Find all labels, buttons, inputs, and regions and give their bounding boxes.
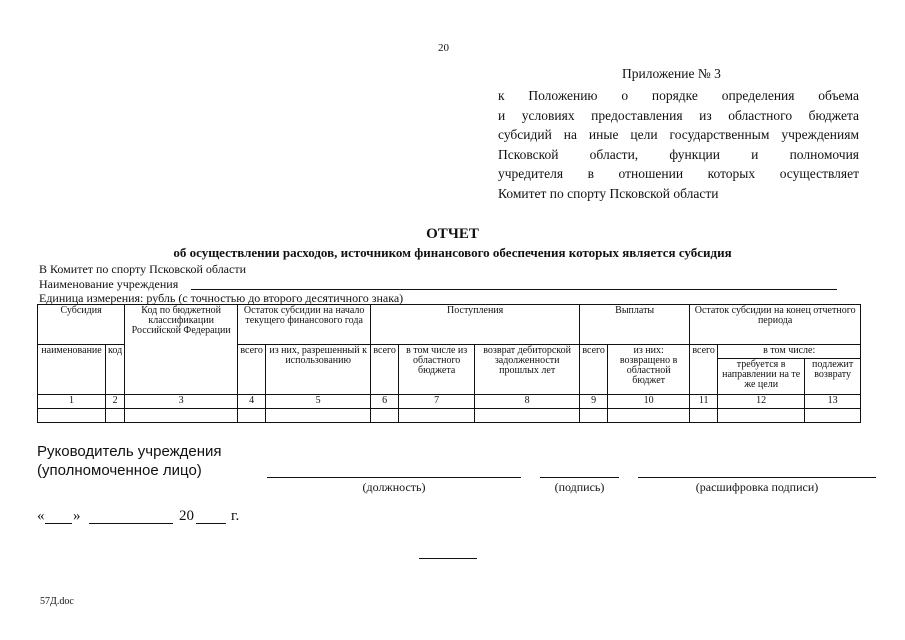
position-field[interactable] <box>267 477 521 478</box>
table-cell[interactable] <box>475 409 580 423</box>
column-number: 10 <box>608 395 690 409</box>
header-code: код <box>106 345 125 395</box>
column-number: 12 <box>718 395 805 409</box>
signature-decode-field[interactable] <box>638 477 876 478</box>
header-income-regional: в том числе из областного бюджета <box>399 345 475 395</box>
appendix-line: Комитет по спорту Псковской области <box>498 185 719 201</box>
table-cell[interactable] <box>399 409 475 423</box>
column-number: 6 <box>371 395 399 409</box>
header-income-debt-return: возврат дебиторской задолженности прошлых лет <box>475 345 580 395</box>
header-end-same-purpose: требуется в направлении на те же цели <box>718 359 805 395</box>
report-title: ОТЧЕТ <box>426 226 479 242</box>
date-close-quote: » <box>73 508 81 524</box>
signatory-block <box>37 442 222 480</box>
table-cell[interactable] <box>371 409 399 423</box>
date-open-quote: « <box>37 508 45 524</box>
file-name: 57Д.doc <box>40 596 74 607</box>
appendix-line: к Положению о порядке определения объема <box>498 88 859 103</box>
decode-caption: (расшифровка подписи) <box>695 480 819 494</box>
header-kbk: Код по бюджетной классификации Российской Федерации <box>125 305 238 395</box>
signatory-subtitle: (уполномоченное лицо) <box>37 462 202 479</box>
column-number: 8 <box>475 395 580 409</box>
page-number: 20 <box>438 42 449 54</box>
header-end-balance: Остаток субсидии на конец отчетного периода <box>690 305 861 345</box>
table-cell[interactable] <box>690 409 718 423</box>
unit-of-measure: Единица измерения: рубль (с точностью до второго десятичного знака) <box>39 291 404 305</box>
header-payments-returned: из них: возвращено в областной бюджет <box>608 345 690 395</box>
position-caption: (должность) <box>362 480 426 494</box>
appendix-line: и условиях предоставления из областного бюджета <box>498 107 859 123</box>
date-year-prefix: 20 <box>179 508 194 524</box>
header-subsidy: Субсидия <box>38 305 125 345</box>
column-number: 2 <box>106 395 125 409</box>
header-end-total: всего <box>690 345 718 395</box>
header-start-balance: Остаток субсидии на начало текущего финансового года <box>238 305 371 345</box>
column-number: 4 <box>238 395 266 409</box>
header-start-total: всего <box>238 345 266 395</box>
header-end-including: в том числе: <box>718 345 861 359</box>
column-number: 1 <box>38 395 106 409</box>
header-income: Поступления <box>371 305 580 345</box>
table-cell[interactable] <box>106 409 125 423</box>
column-number: 3 <box>125 395 238 409</box>
appendix-text <box>498 86 859 203</box>
appendix-line: учредителя в отношении которых осуществляет <box>498 166 859 181</box>
table-cell[interactable] <box>608 409 690 423</box>
report-subtitle: об осуществлении расходов, источником финансового обеспечения которых является субсидия <box>173 245 732 260</box>
header-name: наименование <box>38 345 106 395</box>
appendix-title: Приложение № 3 <box>622 66 721 81</box>
signature-caption: (подпись) <box>554 480 605 494</box>
signature-field[interactable] <box>540 477 619 478</box>
end-separator <box>419 558 477 559</box>
column-number: 9 <box>580 395 608 409</box>
column-number: 5 <box>266 395 371 409</box>
table-row <box>38 409 861 423</box>
header-payments: Выплаты <box>580 305 690 345</box>
report-table <box>37 304 861 423</box>
header-end-refund: подлежит возврату <box>805 359 861 395</box>
table-cell[interactable] <box>805 409 861 423</box>
table-cell[interactable] <box>266 409 371 423</box>
table-cell[interactable] <box>238 409 266 423</box>
header-payments-total: всего <box>580 345 608 395</box>
column-number: 13 <box>805 395 861 409</box>
column-number: 7 <box>399 395 475 409</box>
institution-name-field[interactable] <box>191 289 837 290</box>
table-cell[interactable] <box>580 409 608 423</box>
date-year-suffix: г. <box>231 508 240 524</box>
table-cell[interactable] <box>718 409 805 423</box>
date-month-field[interactable] <box>89 523 173 524</box>
table-cell[interactable] <box>125 409 238 423</box>
column-number: 11 <box>690 395 718 409</box>
report-recipient: В Комитет по спорту Псковской области <box>39 262 246 276</box>
date-year-field[interactable] <box>196 523 226 524</box>
appendix-line: Псковской области, функции и полномочия <box>498 146 859 162</box>
signatory-title: Руководитель учреждения <box>37 443 222 460</box>
date-day-field[interactable] <box>45 523 72 524</box>
appendix-line: субсидий на иные цели государственным учреждениям <box>498 127 859 142</box>
header-income-total: всего <box>371 345 399 395</box>
institution-label: Наименование учреждения <box>39 277 179 291</box>
header-start-allowed: из них, разрешенный к использованию <box>266 345 371 395</box>
table-cell[interactable] <box>38 409 106 423</box>
